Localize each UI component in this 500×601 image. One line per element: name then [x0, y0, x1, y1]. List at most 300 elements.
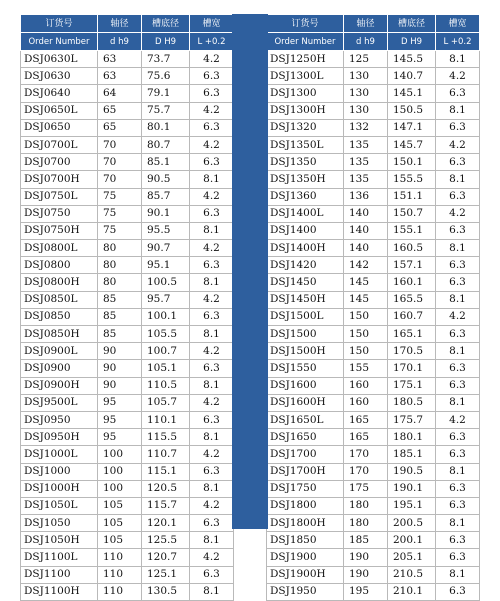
groove-diameter-cell: 79.1	[142, 85, 190, 102]
shaft-diameter-cell: 160	[344, 377, 388, 394]
header-groove-width-en: L +0.2	[436, 33, 480, 51]
order-number-cell: DSJ0700H	[21, 171, 98, 188]
groove-diameter-cell: 160.1	[388, 274, 436, 291]
table-row	[267, 394, 480, 411]
table-row	[267, 222, 480, 239]
order-number-cell: DSJ1320	[267, 119, 344, 136]
groove-diameter-cell: 85.1	[142, 154, 190, 171]
table-row	[21, 119, 234, 136]
groove-width-cell: 8.1	[190, 222, 234, 239]
order-number-cell: DSJ1700	[267, 446, 344, 463]
shaft-diameter-cell: 165	[344, 429, 388, 446]
groove-diameter-cell: 105.5	[142, 326, 190, 343]
shaft-diameter-cell: 185	[344, 532, 388, 549]
order-number-cell: DSJ1600	[267, 377, 344, 394]
table-row	[267, 85, 480, 102]
groove-width-cell: 6.3	[436, 429, 480, 446]
groove-diameter-cell: 190.5	[388, 463, 436, 480]
groove-diameter-cell: 210.1	[388, 583, 436, 600]
shaft-diameter-cell: 165	[344, 411, 388, 428]
shaft-diameter-cell: 142	[344, 257, 388, 274]
order-number-cell: DSJ1500L	[267, 308, 344, 325]
groove-width-cell: 8.1	[190, 429, 234, 446]
table-row	[267, 566, 480, 583]
order-number-cell: DSJ1850	[267, 532, 344, 549]
groove-width-cell: 8.1	[190, 480, 234, 497]
table-row	[21, 463, 234, 480]
shaft-diameter-cell: 65	[98, 102, 142, 119]
header-groove-diameter-en: D H9	[142, 33, 190, 51]
groove-diameter-cell: 85.7	[142, 188, 190, 205]
groove-diameter-cell: 130.5	[142, 583, 190, 600]
order-number-cell: DSJ0800	[21, 257, 98, 274]
groove-width-cell: 6.3	[190, 257, 234, 274]
shaft-diameter-cell: 136	[344, 188, 388, 205]
shaft-diameter-cell: 100	[98, 480, 142, 497]
groove-width-cell: 4.2	[190, 343, 234, 360]
groove-width-cell: 6.3	[436, 446, 480, 463]
shaft-diameter-cell: 130	[344, 102, 388, 119]
shaft-diameter-cell: 95	[98, 429, 142, 446]
order-number-cell: DSJ1500H	[267, 343, 344, 360]
shaft-diameter-cell: 135	[344, 136, 388, 153]
table-row	[21, 566, 234, 583]
order-number-cell: DSJ1100L	[21, 549, 98, 566]
table-row	[21, 205, 234, 222]
order-number-cell: DSJ9500L	[21, 394, 98, 411]
shaft-diameter-cell: 85	[98, 326, 142, 343]
shaft-diameter-cell: 170	[344, 446, 388, 463]
shaft-diameter-cell: 105	[98, 497, 142, 514]
shaft-diameter-cell: 132	[344, 119, 388, 136]
groove-width-cell: 6.3	[436, 549, 480, 566]
order-number-cell: DSJ1050	[21, 515, 98, 532]
table-row	[21, 394, 234, 411]
groove-diameter-cell: 165.5	[388, 291, 436, 308]
shaft-diameter-cell: 150	[344, 308, 388, 325]
groove-width-cell: 6.3	[190, 308, 234, 325]
groove-diameter-cell: 151.1	[388, 188, 436, 205]
order-number-cell: DSJ1950	[267, 583, 344, 600]
table-row	[21, 188, 234, 205]
groove-diameter-cell: 80.1	[142, 119, 190, 136]
shaft-diameter-cell: 130	[344, 85, 388, 102]
groove-width-cell: 8.1	[436, 394, 480, 411]
table-row	[267, 274, 480, 291]
groove-width-cell: 4.2	[436, 68, 480, 85]
groove-diameter-cell: 165.1	[388, 326, 436, 343]
table-row	[267, 51, 480, 68]
table-row	[21, 171, 234, 188]
shaft-diameter-cell: 90	[98, 343, 142, 360]
groove-width-cell: 4.2	[436, 308, 480, 325]
groove-width-cell: 8.1	[190, 532, 234, 549]
table-row	[21, 136, 234, 153]
shaft-diameter-cell: 85	[98, 291, 142, 308]
order-number-cell: DSJ1450H	[267, 291, 344, 308]
groove-width-cell: 4.2	[190, 136, 234, 153]
shaft-diameter-cell: 95	[98, 394, 142, 411]
groove-diameter-cell: 125.5	[142, 532, 190, 549]
groove-width-cell: 8.1	[190, 274, 234, 291]
table-row	[267, 343, 480, 360]
order-number-cell: DSJ1900	[267, 549, 344, 566]
order-number-cell: DSJ1420	[267, 257, 344, 274]
table-row	[267, 411, 480, 428]
table-row	[267, 136, 480, 153]
shaft-diameter-cell: 95	[98, 411, 142, 428]
groove-width-cell: 8.1	[436, 171, 480, 188]
order-number-cell: DSJ1550	[267, 360, 344, 377]
order-number-cell: DSJ1100H	[21, 583, 98, 600]
groove-diameter-cell: 90.1	[142, 205, 190, 222]
table-row	[267, 257, 480, 274]
shaft-diameter-cell: 125	[344, 51, 388, 68]
order-number-cell: DSJ1250H	[267, 51, 344, 68]
groove-width-cell: 6.3	[190, 515, 234, 532]
order-number-cell: DSJ0700L	[21, 136, 98, 153]
table-row	[21, 360, 234, 377]
header-groove-diameter-en: D H9	[388, 33, 436, 51]
groove-width-cell: 6.3	[436, 257, 480, 274]
table-row	[267, 532, 480, 549]
table-row	[21, 480, 234, 497]
shaft-diameter-cell: 63	[98, 51, 142, 68]
order-number-cell: DSJ1650L	[267, 411, 344, 428]
groove-diameter-cell: 115.7	[142, 497, 190, 514]
order-number-cell: DSJ0630L	[21, 51, 98, 68]
order-number-cell: DSJ0750H	[21, 222, 98, 239]
header-groove-diameter-cn: 槽底径	[388, 15, 436, 33]
groove-width-cell: 8.1	[436, 566, 480, 583]
table-row	[21, 222, 234, 239]
table-header	[267, 15, 480, 51]
table-body	[21, 51, 234, 601]
groove-diameter-cell: 150.1	[388, 154, 436, 171]
shaft-diameter-cell: 75	[98, 222, 142, 239]
order-number-cell: DSJ1650	[267, 429, 344, 446]
order-number-cell: DSJ1300L	[267, 68, 344, 85]
table-row	[21, 446, 234, 463]
order-number-cell: DSJ0650	[21, 119, 98, 136]
groove-diameter-cell: 195.1	[388, 497, 436, 514]
groove-width-cell: 4.2	[190, 102, 234, 119]
shaft-diameter-cell: 65	[98, 119, 142, 136]
table-row	[21, 68, 234, 85]
header-shaft-diameter-cn: 轴径	[98, 15, 142, 33]
table-row	[21, 411, 234, 428]
groove-width-cell: 8.1	[436, 102, 480, 119]
groove-width-cell: 4.2	[190, 497, 234, 514]
table-header	[21, 15, 234, 51]
order-number-cell: DSJ1350L	[267, 136, 344, 153]
groove-width-cell: 8.1	[436, 291, 480, 308]
groove-diameter-cell: 105.7	[142, 394, 190, 411]
order-number-cell: DSJ1300H	[267, 102, 344, 119]
groove-diameter-cell: 125.1	[142, 566, 190, 583]
table-row	[21, 343, 234, 360]
shaft-diameter-cell: 110	[98, 583, 142, 600]
groove-width-cell: 6.3	[436, 119, 480, 136]
table-row	[267, 154, 480, 171]
groove-width-cell: 6.3	[436, 497, 480, 514]
table-row	[21, 257, 234, 274]
header-groove-width-cn: 槽宽	[190, 15, 234, 33]
groove-width-cell: 8.1	[436, 51, 480, 68]
order-number-cell: DSJ1050L	[21, 497, 98, 514]
groove-width-cell: 6.3	[190, 205, 234, 222]
shaft-diameter-cell: 80	[98, 240, 142, 257]
order-number-cell: DSJ1300	[267, 85, 344, 102]
groove-width-cell: 6.3	[436, 222, 480, 239]
shaft-diameter-cell: 150	[344, 343, 388, 360]
groove-diameter-cell: 150.7	[388, 205, 436, 222]
groove-diameter-cell: 200.5	[388, 515, 436, 532]
table-row	[267, 446, 480, 463]
groove-diameter-cell: 145.5	[388, 51, 436, 68]
order-number-cell: DSJ0800L	[21, 240, 98, 257]
groove-width-cell: 4.2	[190, 51, 234, 68]
header-order-number-cn: 订货号	[21, 15, 98, 33]
groove-diameter-cell: 147.1	[388, 119, 436, 136]
order-number-cell: DSJ1400L	[267, 205, 344, 222]
groove-width-cell: 4.2	[190, 240, 234, 257]
order-number-cell: DSJ0700	[21, 154, 98, 171]
shaft-diameter-cell: 80	[98, 257, 142, 274]
table-row	[267, 377, 480, 394]
order-number-cell: DSJ0640	[21, 85, 98, 102]
groove-width-cell: 8.1	[190, 377, 234, 394]
spec-table-right	[266, 14, 480, 601]
order-number-cell: DSJ1360	[267, 188, 344, 205]
groove-diameter-cell: 155.5	[388, 171, 436, 188]
shaft-diameter-cell: 170	[344, 463, 388, 480]
shaft-diameter-cell: 135	[344, 154, 388, 171]
table-row	[21, 154, 234, 171]
table-row	[267, 291, 480, 308]
header-shaft-diameter-en: d h9	[344, 33, 388, 51]
table-row	[267, 308, 480, 325]
order-number-cell: DSJ0850H	[21, 326, 98, 343]
groove-diameter-cell: 180.1	[388, 429, 436, 446]
shaft-diameter-cell: 180	[344, 497, 388, 514]
shaft-diameter-cell: 90	[98, 360, 142, 377]
spec-table-left	[20, 14, 234, 601]
order-number-cell: DSJ1000	[21, 463, 98, 480]
header-groove-width-en: L +0.2	[190, 33, 234, 51]
groove-diameter-cell: 115.1	[142, 463, 190, 480]
shaft-diameter-cell: 190	[344, 566, 388, 583]
groove-diameter-cell: 190.1	[388, 480, 436, 497]
shaft-diameter-cell: 175	[344, 480, 388, 497]
order-number-cell: DSJ0750	[21, 205, 98, 222]
shaft-diameter-cell: 80	[98, 274, 142, 291]
groove-diameter-cell: 110.7	[142, 446, 190, 463]
groove-width-cell: 6.3	[436, 360, 480, 377]
groove-diameter-cell: 200.1	[388, 532, 436, 549]
table-row	[21, 102, 234, 119]
groove-diameter-cell: 140.7	[388, 68, 436, 85]
table-row	[267, 119, 480, 136]
groove-diameter-cell: 95.1	[142, 257, 190, 274]
order-number-cell: DSJ1600H	[267, 394, 344, 411]
table-row	[267, 240, 480, 257]
table-row	[267, 515, 480, 532]
table-row	[21, 240, 234, 257]
order-number-cell: DSJ1100	[21, 566, 98, 583]
groove-diameter-cell: 90.7	[142, 240, 190, 257]
header-order-number-en: Order Number	[21, 33, 98, 51]
groove-width-cell: 4.2	[190, 188, 234, 205]
groove-width-cell: 6.3	[436, 154, 480, 171]
table-row	[21, 291, 234, 308]
table-body	[267, 51, 480, 601]
table-row	[267, 480, 480, 497]
table-row	[21, 377, 234, 394]
table-row	[21, 532, 234, 549]
table-row	[21, 274, 234, 291]
order-number-cell: DSJ0650L	[21, 102, 98, 119]
shaft-diameter-cell: 150	[344, 326, 388, 343]
shaft-diameter-cell: 130	[344, 68, 388, 85]
shaft-diameter-cell: 190	[344, 549, 388, 566]
table-row	[267, 360, 480, 377]
groove-width-cell: 8.1	[190, 171, 234, 188]
groove-diameter-cell: 160.5	[388, 240, 436, 257]
groove-width-cell: 8.1	[436, 343, 480, 360]
groove-width-cell: 4.2	[190, 394, 234, 411]
groove-diameter-cell: 210.5	[388, 566, 436, 583]
table-row	[267, 429, 480, 446]
table-row	[267, 171, 480, 188]
groove-diameter-cell: 75.7	[142, 102, 190, 119]
shaft-diameter-cell: 75	[98, 205, 142, 222]
groove-width-cell: 4.2	[436, 136, 480, 153]
groove-width-cell: 8.1	[190, 583, 234, 600]
groove-width-cell: 6.3	[190, 68, 234, 85]
table-row	[21, 515, 234, 532]
table-row	[267, 497, 480, 514]
groove-diameter-cell: 185.1	[388, 446, 436, 463]
groove-width-cell: 8.1	[436, 515, 480, 532]
groove-width-cell: 6.3	[190, 360, 234, 377]
groove-diameter-cell: 157.1	[388, 257, 436, 274]
groove-width-cell: 6.3	[190, 154, 234, 171]
shaft-diameter-cell: 64	[98, 85, 142, 102]
groove-diameter-cell: 160.7	[388, 308, 436, 325]
groove-width-cell: 6.3	[436, 377, 480, 394]
order-number-cell: DSJ1350H	[267, 171, 344, 188]
groove-diameter-cell: 95.5	[142, 222, 190, 239]
shaft-diameter-cell: 180	[344, 515, 388, 532]
order-number-cell: DSJ1500	[267, 326, 344, 343]
table-row	[21, 549, 234, 566]
shaft-diameter-cell: 70	[98, 136, 142, 153]
groove-diameter-cell: 110.5	[142, 377, 190, 394]
table-row	[267, 583, 480, 600]
table-row	[21, 308, 234, 325]
header-order-number-en: Order Number	[267, 33, 344, 51]
order-number-cell: DSJ0900	[21, 360, 98, 377]
shaft-diameter-cell: 100	[98, 463, 142, 480]
shaft-diameter-cell: 110	[98, 566, 142, 583]
groove-width-cell: 4.2	[436, 205, 480, 222]
groove-width-cell: 6.3	[436, 85, 480, 102]
order-number-cell: DSJ1050H	[21, 532, 98, 549]
order-number-cell: DSJ1000H	[21, 480, 98, 497]
groove-width-cell: 4.2	[190, 446, 234, 463]
shaft-diameter-cell: 145	[344, 274, 388, 291]
groove-width-cell: 6.3	[190, 119, 234, 136]
table-row	[21, 85, 234, 102]
column-divider	[232, 14, 268, 529]
groove-diameter-cell: 150.5	[388, 102, 436, 119]
shaft-diameter-cell: 100	[98, 446, 142, 463]
shaft-diameter-cell: 63	[98, 68, 142, 85]
shaft-diameter-cell: 195	[344, 583, 388, 600]
groove-width-cell: 6.3	[190, 411, 234, 428]
order-number-cell: DSJ0630	[21, 68, 98, 85]
groove-diameter-cell: 120.5	[142, 480, 190, 497]
order-number-cell: DSJ0900H	[21, 377, 98, 394]
order-number-cell: DSJ1900H	[267, 566, 344, 583]
groove-width-cell: 6.3	[190, 463, 234, 480]
groove-diameter-cell: 115.5	[142, 429, 190, 446]
table-row	[267, 326, 480, 343]
groove-diameter-cell: 100.1	[142, 308, 190, 325]
groove-width-cell: 4.2	[436, 411, 480, 428]
header-groove-width-cn: 槽宽	[436, 15, 480, 33]
shaft-diameter-cell: 105	[98, 532, 142, 549]
groove-diameter-cell: 170.5	[388, 343, 436, 360]
groove-width-cell: 4.2	[190, 291, 234, 308]
groove-diameter-cell: 205.1	[388, 549, 436, 566]
order-number-cell: DSJ1750	[267, 480, 344, 497]
groove-diameter-cell: 155.1	[388, 222, 436, 239]
order-number-cell: DSJ0850L	[21, 291, 98, 308]
groove-width-cell: 8.1	[436, 240, 480, 257]
order-number-cell: DSJ1400	[267, 222, 344, 239]
groove-diameter-cell: 105.1	[142, 360, 190, 377]
groove-diameter-cell: 75.6	[142, 68, 190, 85]
groove-width-cell: 4.2	[190, 549, 234, 566]
groove-width-cell: 6.3	[436, 583, 480, 600]
groove-diameter-cell: 120.7	[142, 549, 190, 566]
groove-diameter-cell: 170.1	[388, 360, 436, 377]
groove-width-cell: 6.3	[436, 274, 480, 291]
order-number-cell: DSJ1400H	[267, 240, 344, 257]
groove-width-cell: 6.3	[436, 532, 480, 549]
shaft-diameter-cell: 70	[98, 171, 142, 188]
table-row	[267, 205, 480, 222]
groove-width-cell: 6.3	[436, 188, 480, 205]
groove-width-cell: 6.3	[436, 326, 480, 343]
groove-diameter-cell: 145.7	[388, 136, 436, 153]
table-row	[21, 326, 234, 343]
order-number-cell: DSJ1000L	[21, 446, 98, 463]
table-row	[267, 463, 480, 480]
shaft-diameter-cell: 70	[98, 154, 142, 171]
groove-width-cell: 6.3	[190, 85, 234, 102]
shaft-diameter-cell: 110	[98, 549, 142, 566]
shaft-diameter-cell: 140	[344, 205, 388, 222]
shaft-diameter-cell: 155	[344, 360, 388, 377]
groove-diameter-cell: 120.1	[142, 515, 190, 532]
groove-diameter-cell: 110.1	[142, 411, 190, 428]
order-number-cell: DSJ1800	[267, 497, 344, 514]
groove-diameter-cell: 95.7	[142, 291, 190, 308]
order-number-cell: DSJ0750L	[21, 188, 98, 205]
